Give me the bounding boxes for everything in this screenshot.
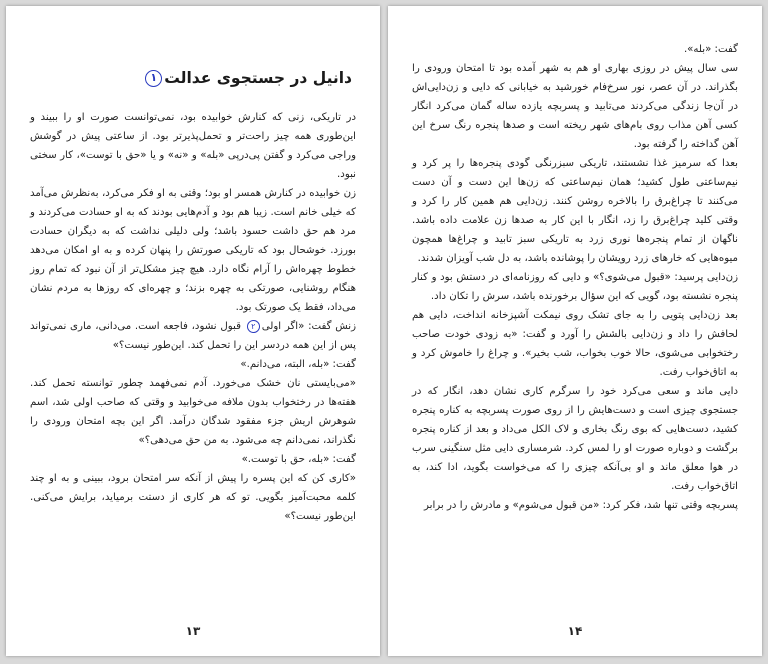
- paragraph: زن‌دایی پرسید: «قبول می‌شوی؟» و دایی که روزنامه‌ای در دستش بود و کنار پنجره نشسته بود، گویی که این سؤال برخورنده باشد، سرش را تکان داد.: [412, 272, 738, 302]
- paragraph: در تاریکی، زنی که کنارش خوابیده بود، نمی‌توانست صورت او را ببیند و این‌طوری همه چیز راحت‌تر و تحمل‌پذیرتر بود. از ساعتی پیش در گوشش وراجی می‌کرد و گفتن پی‌درپی «بله» و «نه» و یا «حق با توست»، کار سختی نبود.: [30, 112, 356, 180]
- paragraph: سی سال پیش در روزی بهاری او هم به شهر آمده بود تا امتحان ورودی را بگذراند. در آن عصر، نور سرخ‌فام خورشید به خیابانی که دایی و زن‌دایی‌اش در آن‌جا زندگی می‌کردند می‌تابید و پسربچه یازده ساله گمان می‌کرد انگار کسی آهن مذاب روی بام‌های شهر ریخته است و صدها پنجره رنگ سرخ این آهن گداخته را گرفته بود.: [412, 63, 738, 150]
- page-number: ۱۳: [185, 624, 201, 638]
- paragraph: گفت: «بله، حق با توست.»: [241, 454, 356, 465]
- paragraph-text: قبول نشود، فاجعه است. می‌دانی، ماری نمی‌تواند پس از این همه دردسر این را تحمل کند. این‌طور نیست؟»: [30, 321, 356, 351]
- paragraph: بعد زن‌دایی پتویی را به جای تشک روی نیمکت آشپزخانه انداخت، دایی هم لحافش را داد و زن‌دایی بالشش را آورد و گفت: «به زودی خودت صاحب رختخوابی می‌شوی، حالا خوب بخواب، شب بخیر». و چراغ را خاموش کرد و به اتاق‌خواب رفت.: [412, 310, 738, 378]
- paragraph: گفت: «بله».: [683, 44, 738, 55]
- footnote-ref-2[interactable]: ۲: [247, 320, 260, 333]
- paragraph: زن خوابیده در کنارش همسر او بود؛ وقتی به او فکر می‌کرد، به‌نظرش می‌آمد که خیلی خانم است. زیبا هم بود و آدم‌هایی بودند که به او حسادت می‌کردند و مرد هم حق داشت حسود باشد؛ ولی دلیلی نداشت که به دیگران حسادت بورزد. خوشحال بود که تاریکی صورتش را پنهان کرده و به او امکان می‌دهد خطوط چهره‌اش را آرام نگاه دارد. هیچ چیز مشکل‌تر از آن نبود که تمام روز هنگام روشنایی، صورتکی به چهره بزند؛ و چهره‌ای که روزها به مردم نشان می‌داد، فقط یک صورتک بود.: [30, 188, 356, 313]
- chapter-title: [30, 66, 352, 90]
- right-page-text: [412, 40, 738, 515]
- chapter-title-text: دانیل در جستجوی عدالت: [164, 69, 352, 87]
- right-page: [388, 6, 762, 656]
- paragraph-text: زنش گفت: «اگر اولی: [261, 321, 356, 332]
- paragraph: [30, 317, 356, 355]
- page-number: ۱۴: [567, 624, 583, 638]
- paragraph: «می‌بایستی نان خشک می‌خورد. آدم نمی‌فهمد چطور توانسته تحمل کند. هفته‌ها در رختخواب بدون ملافه می‌خوابید و وقتی که صاحب اولی شد، اسم شوهرش اریش جزء مفقود شدگان درآمد. اگر این بچه امتحان ورودی را نگذراند، نمی‌دانم چه می‌شود. به من حق می‌دهی؟»: [30, 378, 356, 446]
- paragraph: گفت: «بله، البته، می‌دانم.»: [240, 359, 356, 370]
- left-page: [6, 6, 380, 656]
- left-page-text: [30, 66, 356, 526]
- paragraph: دایی ماند و سعی می‌کرد خود را سرگرم کاری نشان دهد، انگار که در جستجوی چیزی است و دست‌هایش را از روی صورت پسربچه به کناره پنجره کشید، دست‌هایی که بوی رنگ بخاری و لاک الکل می‌داد و بعد از کناره پنجره برگشت و دوباره صورت او را لمس کرد. شرمساری دایی مثل سنگینی سرب در هوا معلق ماند و او بی‌آنکه چیزی را که می‌خواست بگوید، ادا کند، به اتاق‌خواب رفت.: [412, 386, 738, 492]
- paragraph: «کاری کن که این پسره را پیش از آنکه سر امتحان برود، ببینی و به او چند کلمه محبت‌آمیز بگویی. تو که هر کاری از دستت برمیاید، برایش می‌کنی. این‌طور نیست؟»: [30, 473, 356, 522]
- paragraph: پسربچه وقتی تنها شد، فکر کرد: «من قبول می‌شوم» و مادرش را در برابر: [424, 500, 738, 511]
- footnote-ref-1[interactable]: ۱: [145, 70, 162, 87]
- paragraph: بعدا که سرمیز غذا نشستند، تاریکی سبزرنگی گودی پنجره‌ها را پر کرد و نیم‌ساعتی طول کشید؛ همان نیم‌ساعتی که زن‌ها این دست و آن دست می‌کنند تا چراغ‌برق را بالاخره روشن کنند. زن‌دایی هم همین کار را کرد و وقتی کلید چراغ‌برق را زد، انگار با این کار به صدها زن علامت داده باشد. ناگهان از تمام پنجره‌ها نوری زرد به تاریکی سبز تابید و چراغ‌ها همچون میوه‌هایی که خارهای زرد رویشان را پوشانده باشد، به دل شب آویزان شدند.: [412, 158, 738, 264]
